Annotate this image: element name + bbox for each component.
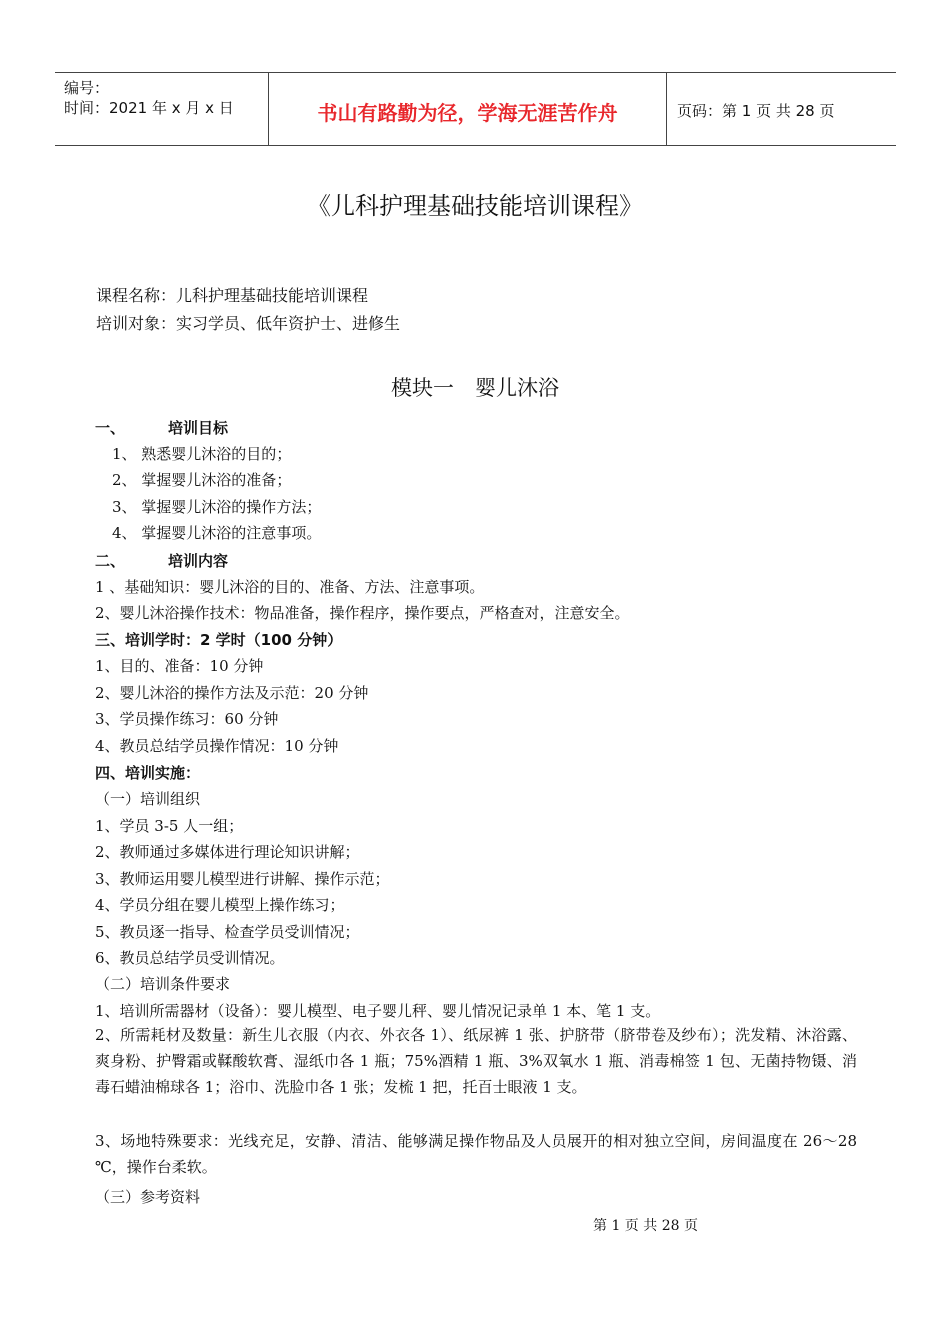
page-footer: 第 1 页 共 28 页 [593,1218,698,1234]
section-heading-hours: 三、培训学时：2 学时（100 分钟） [95,631,343,649]
subsection-title: （一）培训组织 [95,790,201,808]
list-item: 2、 掌握婴儿沐浴的准备； [112,471,292,489]
list-item: 1 、基础知识：婴儿沐浴的目的、准备、方法、注意事项。 [95,578,485,596]
list-item: 1、学员 3-5 人一组； [95,817,244,835]
section-title: 培训内容 [168,552,229,570]
header-motto-cell [268,73,667,145]
page-info: 页码：第 1 页 共 28 页 [677,102,835,120]
list-item: 3、教师运用婴儿模型进行讲解、操作示范； [95,870,390,888]
list-item: 1、 熟悉婴儿沐浴的目的； [112,445,292,463]
list-item: 6、教员总结学员受训情况。 [95,949,285,967]
header-meta [55,73,268,145]
section-heading-implementation: 四、培训实施： [95,764,201,782]
course-name: 课程名称：儿科护理基础技能培训课程 [96,286,369,305]
list-item: 2、婴儿沐浴操作技术：物品准备，操作程序，操作要点，严格查对，注意安全。 [95,604,630,622]
section-number: 一、 [95,419,126,437]
code-label: 编号： [64,79,110,97]
section-title: 培训目标 [168,419,229,437]
list-item: 3、 掌握婴儿沐浴的操作方法； [112,498,322,516]
list-item: 4、 掌握婴儿沐浴的注意事项。 [112,524,322,542]
section-number: 二、 [95,552,126,570]
list-item: 2、教师通过多媒体进行理论知识讲解； [95,843,360,861]
header-page-cell [667,73,896,145]
module-title: 模块一 婴儿沐浴 [391,376,559,400]
list-item: 1、目的、准备：10 分钟 [95,657,264,675]
paragraph: 2、所需耗材及数量：新生儿衣服（内衣、外衣各 1）、纸尿裤 1 张、护脐带（脐带卷及纱布）；洗发精、沐浴露、爽身粉、护臀霜或鞣酸软膏、湿纸巾各 1 瓶；75%酒精 1 瓶、3%双氧水 1 瓶、消毒棉签 1 包、无菌持物镊、消毒石蜡油棉球各 1；浴巾、洗脸巾各 1 张；发梳 1 把，托百士眼液 1 支。 [95,1026,857,1096]
list-item: 5、教员逐一指导、检查学员受训情况； [95,923,360,941]
paragraph: 3、场地特殊要求：光线充足，安静、清洁、能够满足操作物品及人员展开的相对独立空间，房间温度在 26～28 ℃，操作台柔软。 [95,1132,857,1176]
time-label: 时间：2021 年 x 月 x 日 [64,99,234,117]
list-item: 3、学员操作练习：60 分钟 [95,710,279,728]
list-item: 4、教员总结学员操作情况：10 分钟 [95,737,339,755]
list-item: 4、学员分组在婴儿模型上操作练习； [95,896,345,914]
paragraph: 1、培训所需器材（设备）：婴儿模型、电子婴儿秤、婴儿情况记录单 1 本、笔 1 支。 [95,1002,661,1020]
page-header [55,72,896,146]
subsection-title: （三）参考资料 [95,1188,201,1206]
list-item: 2、婴儿沐浴的操作方法及示范：20 分钟 [95,684,369,702]
training-target: 培训对象：实习学员、低年资护士、进修生 [96,314,401,333]
section-heading-content [95,550,228,571]
section-heading-objectives [95,417,228,438]
subsection-title: （二）培训条件要求 [95,975,231,993]
motto: 书山有路勤为径，学海无涯苦作舟 [317,101,618,125]
document-title: 《儿科护理基础技能培训课程》 [307,192,643,220]
